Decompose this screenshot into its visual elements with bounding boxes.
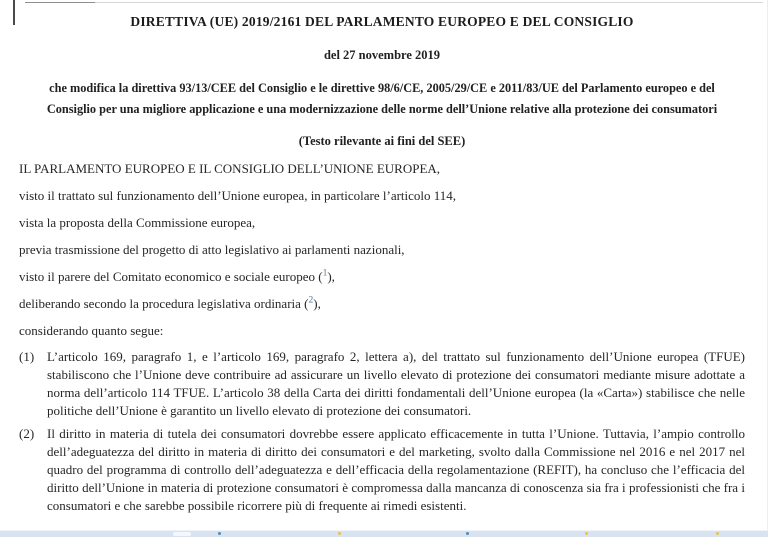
citation-legislative-procedure [19,295,745,312]
footnote-link-2[interactable]: 2 [308,295,314,306]
recital-item-1 [19,348,745,420]
taskbar-item-fragment [173,532,191,536]
citation-eesc-close: ), [327,269,335,284]
document-title: DIRETTIVA (UE) 2019/2161 DEL PARLAMENTO EUROPEO E DEL CONSIGLIO [130,14,634,29]
eea-relevance-note: (Testo rilevante ai fini del SEE) [298,134,466,148]
document-subtitle: che modifica la direttiva 93/13/CEE del Consiglio e le direttive 98/6/CE, 2005/29/CE e 2011/83/UE del Parlamento europeo e del Consiglio per una migliore applicazione e una modernizzazione delle norme dell’Unione relative alla protezione dei consumatori [46,81,718,116]
preamble-opening: IL PARLAMENTO EUROPEO E IL CONSIGLIO DELL’UNIONE EUROPEA, [19,161,441,176]
citation-treaty: visto il trattato sul funzionamento dell’Unione europea, in particolare l’articolo 114, [19,188,457,203]
recital-text: L’articolo 169, paragrafo 1, e l’articolo 169, paragrafo 2, lettera a), del trattato sul funzionamento dell’Unione europea (TFUE) stabiliscono che l’Unione deve contribuire ad assicurare un livello elevato di protezione dei consumatori mediante misure adottate a norma dell’articolo 114 TFUE. L’articolo 38 della Carta dei diritti fondamentali dell’Unione europea (la «Carta») stabilisce che nelle politiche dell’Unione è garantito un livello elevato di protezione dei consumatori. [47,349,745,418]
table-border-fragment-horizontal-dark [25,2,95,3]
taskbar-icon-fragment [218,532,221,535]
citation-national-parliaments: previa trasmissione del progetto di atto legislativo ai parlamenti nazionali, [19,242,405,257]
taskbar-fragment[interactable] [0,530,768,537]
taskbar-icon-fragment [585,532,588,535]
citation-commission-proposal: vista la proposta della Commissione europea, [19,215,256,230]
recital-number: (2) [19,426,35,441]
table-border-fragment-horizontal-light [95,2,763,3]
document-date: del 27 novembre 2019 [323,48,441,62]
taskbar-icon-fragment [338,532,341,535]
footnote-link-1[interactable]: 1 [322,268,328,279]
recital-text: Il diritto in materia di tutela dei consumatori dovrebbe essere applicato efficacemente in tutta l’Unione. Tuttavia, l’ampio controllo dell’adeguatezza del diritto in materia di diritto dei consumatori e del marketing, svolto dalla Commissione nel 2016 e nel 2017 nel quadro del programma di controllo dell’adeguatezza e dell’efficacia della regolamentazione (REFIT), ha concluso che l’efficacia del diritto dell’Unione in materia di protezione consumatori è compromessa dalla mancanza di conoscenza sia fra i professionisti che fra i consumatori e che sarebbe possibile ricorrere più di frequente ai rimedi esistenti. [47,426,745,513]
citation-eesc-text: visto il parere del Comitato economico e sociale europeo ( [19,269,323,284]
taskbar-icon-fragment [716,532,719,535]
citation-procedure-text: deliberando secondo la procedura legislativa ordinaria ( [19,296,309,311]
table-border-fragment-vertical [13,0,15,25]
taskbar-icon-fragment [466,532,469,535]
recitals-intro: considerando quanto segue: [19,323,164,338]
citation-procedure-close: ), [313,296,321,311]
recital-item-2 [19,425,745,515]
citation-eesc-opinion [19,268,745,285]
recital-number: (1) [19,349,35,364]
